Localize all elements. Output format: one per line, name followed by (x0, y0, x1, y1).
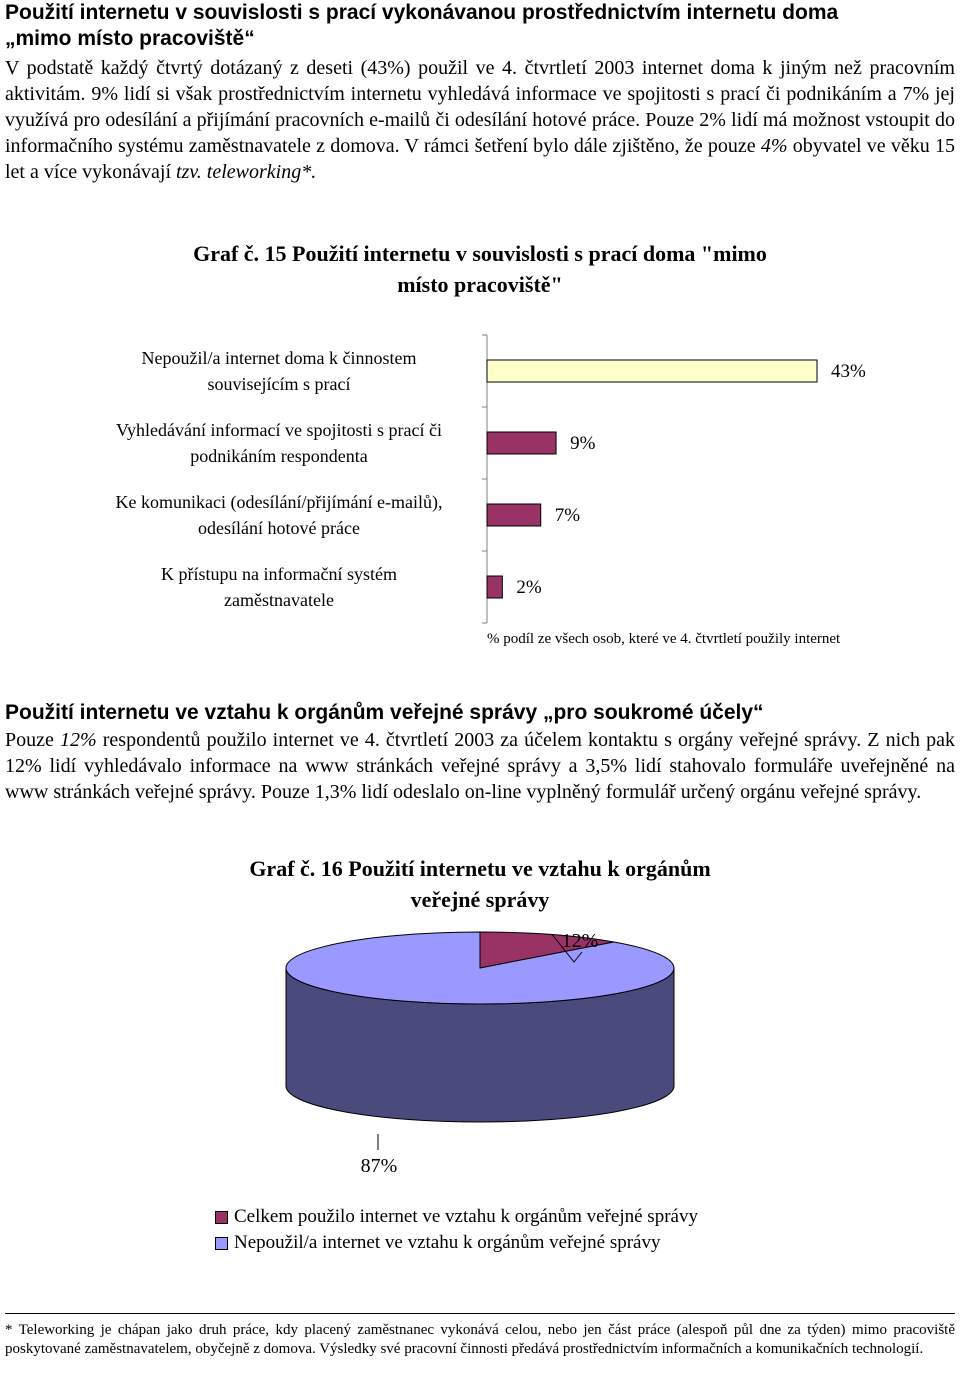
chart1-category-label-line: souvisejícím s prací (207, 374, 351, 394)
chart2-legend-label: Celkem použilo internet ve vztahu k orgánům veřejné správy (234, 1206, 698, 1227)
chart1-bar (487, 576, 502, 598)
footnote-divider (5, 1313, 955, 1314)
chart2-legend-swatch (215, 1211, 228, 1224)
chart2-slice (286, 932, 674, 1004)
section2-text-b: respondentů použilo internet ve 4. čtvrtletí 2003 za účelem kontaktu s orgány veřejné správy. Z nich pak 12% lidí vyhledávalo informace na www stránkách veřejné správy a 3,5% lidí stahovalo formuláře uveřejněné na www stránkách veřejné správy. Pouze 1,3% lidí odeslalo on-line vyplněný formulář určený orgánu veřejné správy. (5, 729, 955, 803)
chart1-bar-chart (0, 0, 960, 660)
section2-text-a: Pouze (5, 729, 60, 751)
section1-heading-line2: „mimo místo pracoviště“ (5, 27, 255, 50)
chart1-category-label-line: podnikáním respondenta (190, 446, 368, 466)
chart2-title-line2: veřejné správy (410, 887, 550, 912)
chart2-legend-swatch (215, 1237, 228, 1250)
chart1-data-label: 2% (516, 577, 542, 598)
section1-emph-percent: 4% (760, 135, 788, 157)
chart1-title-line1: Graf č. 15 Použití internetu v souvislosti s prací doma "mimo (193, 241, 767, 266)
chart1-title-line2: místo pracoviště" (397, 272, 563, 297)
section1-emph-teleworking: tzv. teleworking*. (176, 161, 317, 183)
chart1-category-label-line: odesílání hotové práce (198, 518, 360, 538)
chart2-title-line1: Graf č. 16 Použití internetu ve vztahu k orgánům (249, 856, 711, 881)
chart2-data-label: 87% (360, 1155, 398, 1177)
section2-paragraph (5, 727, 955, 805)
chart1-category-label-line: Ke komunikaci (odesílání/přijímání e-mailů), (115, 492, 443, 512)
chart1-category-label-line: zaměstnavatele (224, 590, 334, 610)
chart1-data-label: 7% (554, 505, 581, 526)
chart1-note: % podíl ze všech osob, které ve 4. čtvrtletí použily internet (487, 631, 841, 647)
chart1-data-label: 9% (570, 433, 596, 454)
section1-text-b: obyvatel ve věku 15 let a více vykonávají (5, 135, 955, 183)
section1-text-a: V podstatě každý čtvrtý dotázaný z deseti (43%) použil ve 4. čtvrtletí 2003 internet doma k jiným než pracovním aktivitám. 9% lidí si však prostřednictvím internetu vyhledává informace ve spojitosti s prací či podnikáním a 7% jej využívá pro odesílání a přijímání pracovních e-mailů či odesílání hotové práce. Pouze 2% lidí má možnost vstoupit do informačního systému zaměstnavatele z domova. V rámci šetření bylo dále zjištěno, že pouze (5, 57, 955, 157)
chart2-legend-item (215, 1204, 698, 1230)
chart1-category-label-line: Nepoužil/a internet doma k činnostem (141, 348, 417, 368)
chart1-category-label-line: K přístupu na informační systém (161, 564, 397, 584)
section1-heading-line1: Použití internetu v souvislosti s prací vykonávanou prostřednictvím internetu doma (5, 1, 839, 24)
footnote: * Teleworking je chápan jako druh práce, kdy placený zaměstnanec vykonává celou, nebo jen část práce (alespoň půl dne za týden) mimo pracoviště poskytované zaměstnavatelem, obyčejně z domova. Výsledky své pracovní činnosti předává prostřednictvím informačních a komunikačních technologií. (5, 1322, 955, 1357)
chart1-data-label: 43% (831, 361, 866, 382)
chart2-legend-label: Nepoužil/a internet ve vztahu k orgánům veřejné správy (234, 1232, 661, 1253)
chart2-legend-item (215, 1230, 698, 1256)
chart1-bar (487, 432, 556, 454)
chart1-category-label-line: Vyhledávání informací ve spojitosti s prací či (116, 420, 442, 440)
chart1-bar (487, 360, 817, 382)
section2-emph-percent: 12% (59, 729, 97, 751)
chart2-data-label: 12% (561, 930, 599, 952)
chart2-pie-chart (0, 900, 960, 1200)
chart2-legend (215, 1204, 698, 1256)
chart1-bar (487, 504, 541, 526)
section2-heading: Použití internetu ve vztahu k orgánům veřejné správy „pro soukromé účely“ (5, 701, 764, 724)
